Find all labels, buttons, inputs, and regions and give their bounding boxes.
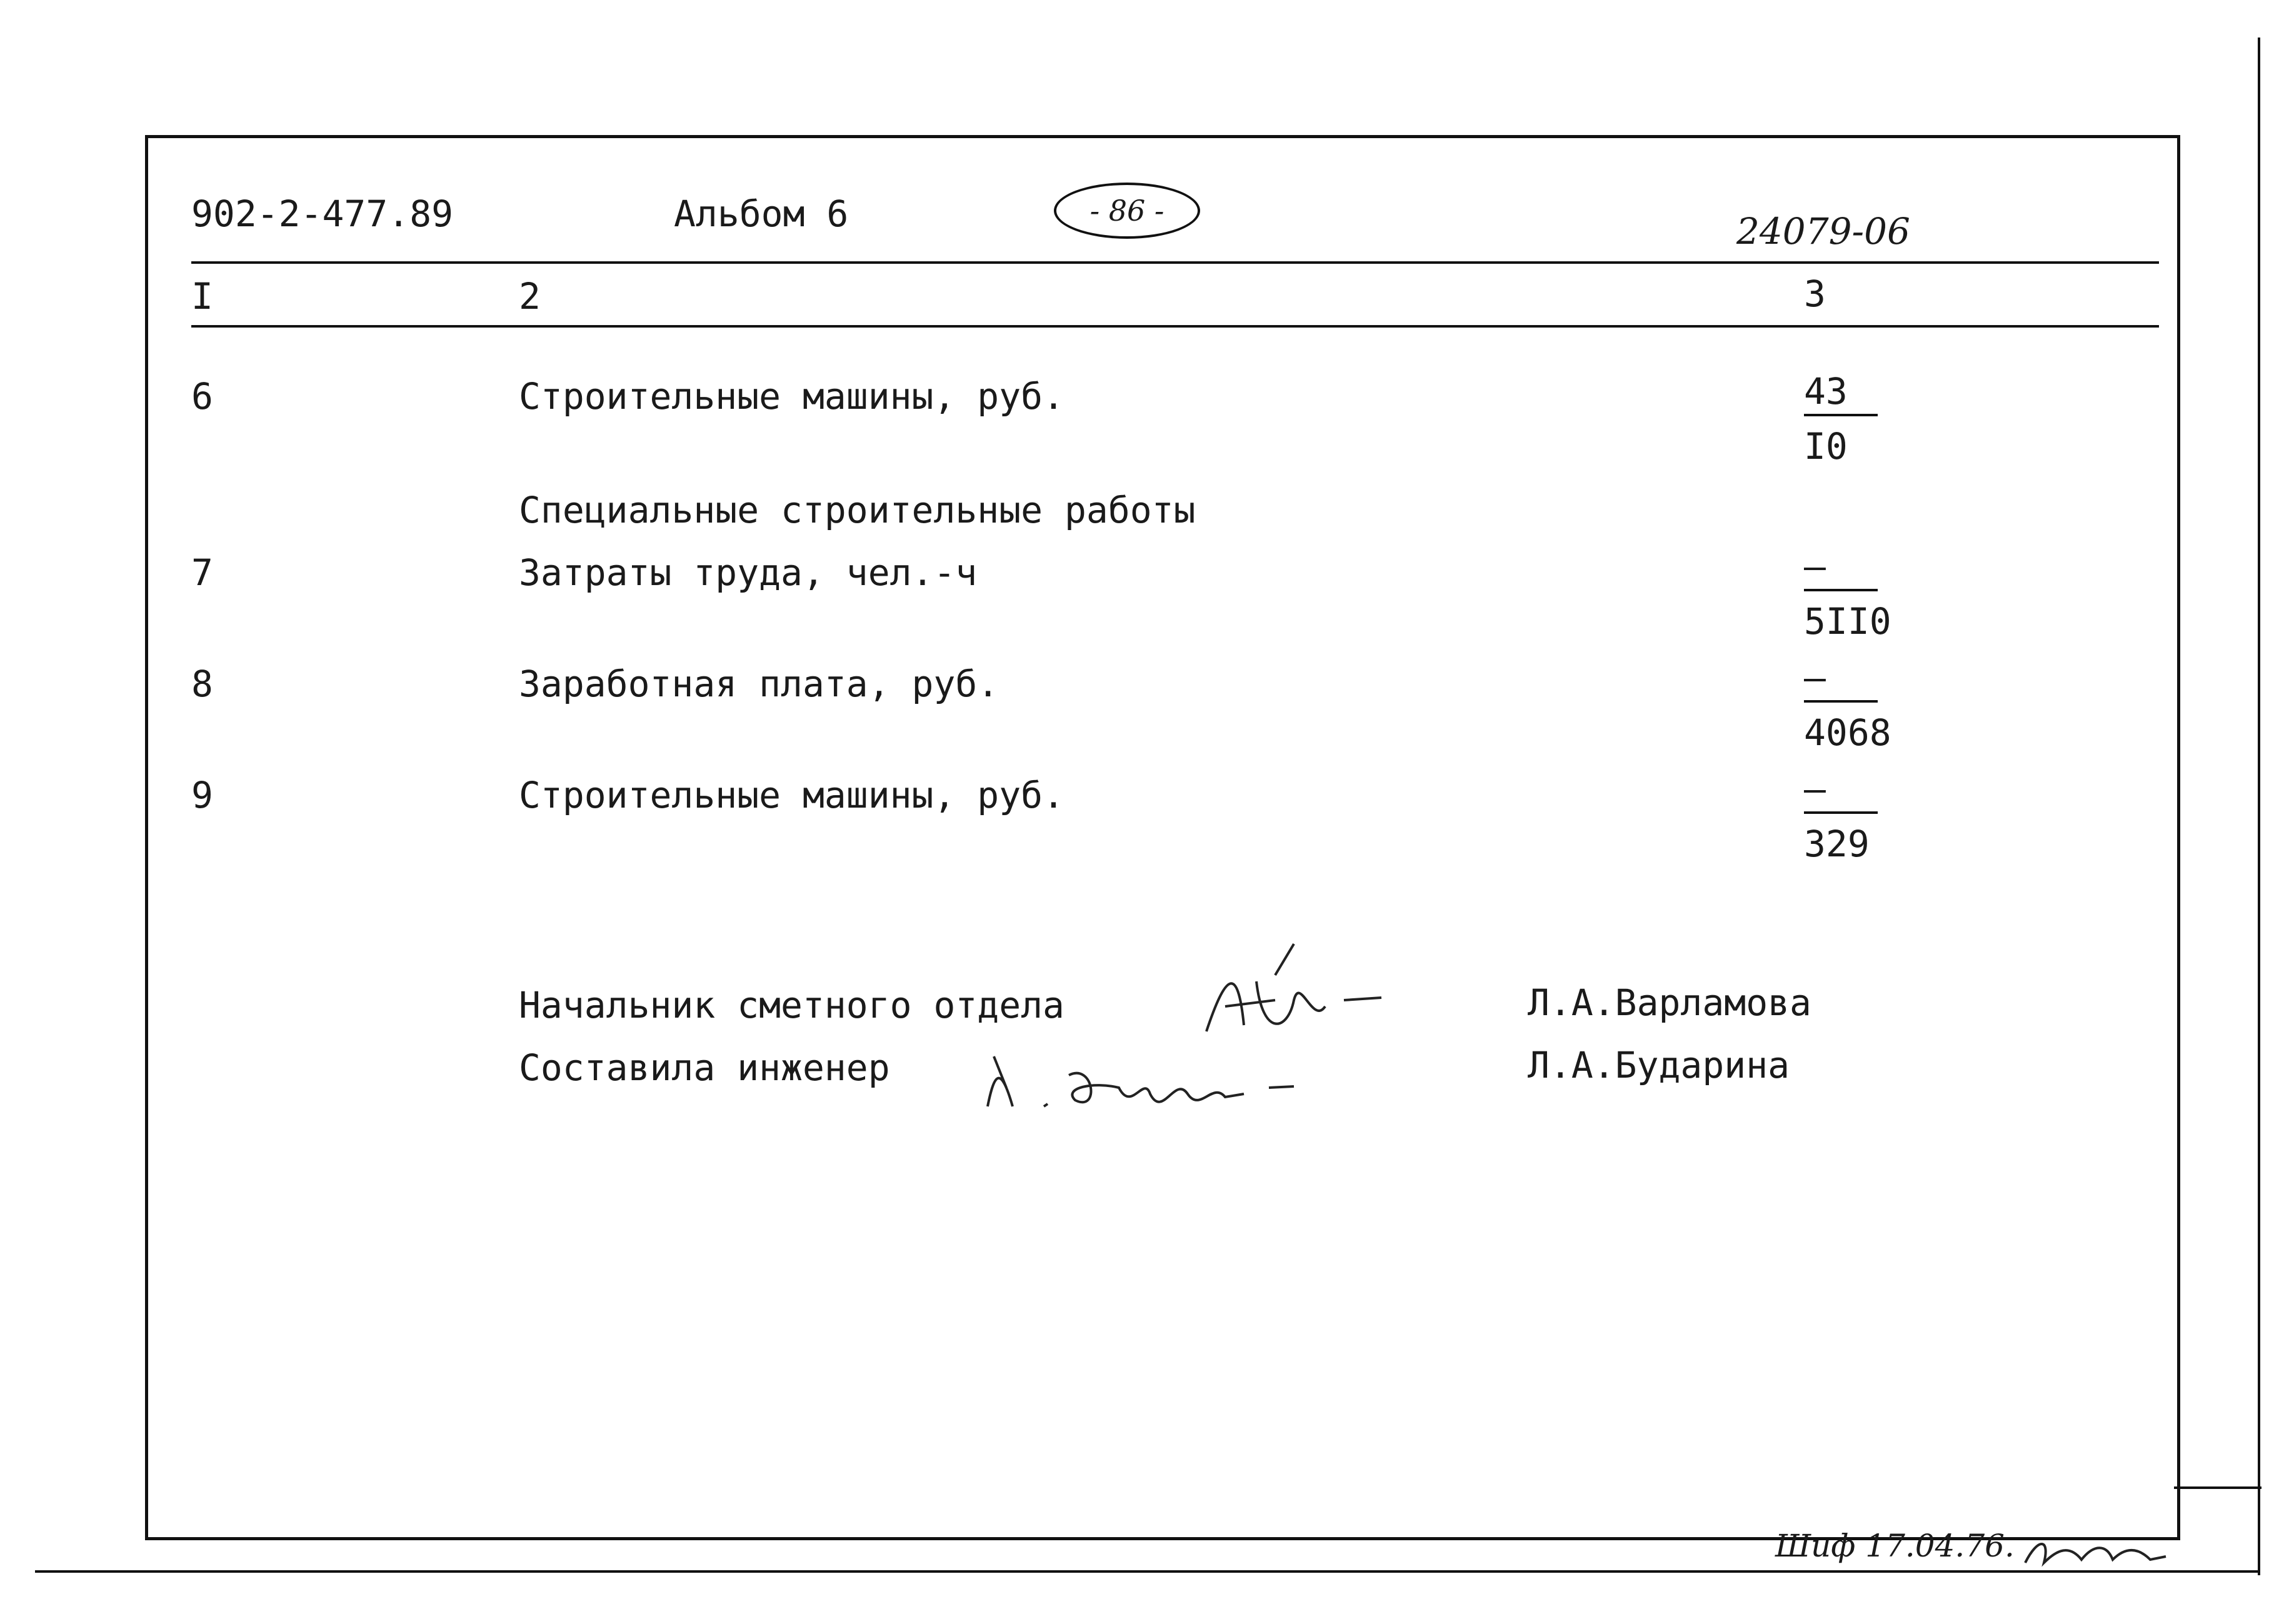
signature-role: Начальник сметного отдела (519, 984, 1064, 1026)
row-number: 9 (191, 774, 213, 816)
value-bottom: 5II0 (1804, 600, 1891, 643)
column-header-2: 2 (519, 275, 541, 318)
page-number: - 86 - (1089, 194, 1165, 228)
row-number: 6 (191, 375, 213, 418)
column-header-1: I (191, 275, 213, 318)
value-top: – (1804, 545, 1878, 591)
header-rule-top (191, 261, 2159, 264)
value-bottom: I0 (1804, 425, 1848, 468)
handwritten-signature (1200, 938, 1400, 1050)
value-bottom: 4068 (1804, 711, 1891, 754)
row-text: Затраты труда, чел.-ч (519, 551, 978, 594)
value-top: – (1804, 656, 1878, 703)
column-header-3: 3 (1804, 273, 1826, 315)
row-text: Строительные машины, руб. (519, 774, 1064, 816)
page-number-seal (1054, 183, 1200, 239)
row-value (1804, 656, 1891, 754)
album-label: Альбом 6 (674, 193, 849, 235)
handwritten-signature (975, 1038, 1300, 1125)
section-heading: Специальные строительные работы (519, 489, 1196, 531)
value-bottom: 329 (1804, 823, 1870, 865)
page-bottom-rule (35, 1570, 2260, 1573)
signature-name: Л.А.Варламова (1528, 981, 1811, 1024)
row-text: Заработная плата, руб. (519, 663, 999, 705)
row-number: 8 (191, 663, 213, 705)
value-top: 43 (1804, 370, 1878, 416)
page-edge-right (2258, 38, 2260, 1575)
handwritten-initials (2019, 1525, 2169, 1575)
sheet-code: 24079-06 (1736, 210, 1910, 253)
doc-code: 902-2-477.89 (191, 193, 454, 235)
value-top: – (1804, 768, 1878, 814)
row-value (1804, 768, 1885, 865)
row-value (1804, 370, 1885, 468)
header-rule-bottom (191, 325, 2159, 328)
signature-role: Составила инженер (519, 1046, 890, 1089)
row-number: 7 (191, 551, 213, 594)
approval-stamp: Шиф 17.04.76. (1775, 1528, 2015, 1564)
row-text: Строительные машины, руб. (519, 375, 1064, 418)
row-value (1804, 545, 1891, 643)
signature-name: Л.А.Бударина (1528, 1044, 1790, 1086)
stamp-box-top (2174, 1486, 2261, 1489)
